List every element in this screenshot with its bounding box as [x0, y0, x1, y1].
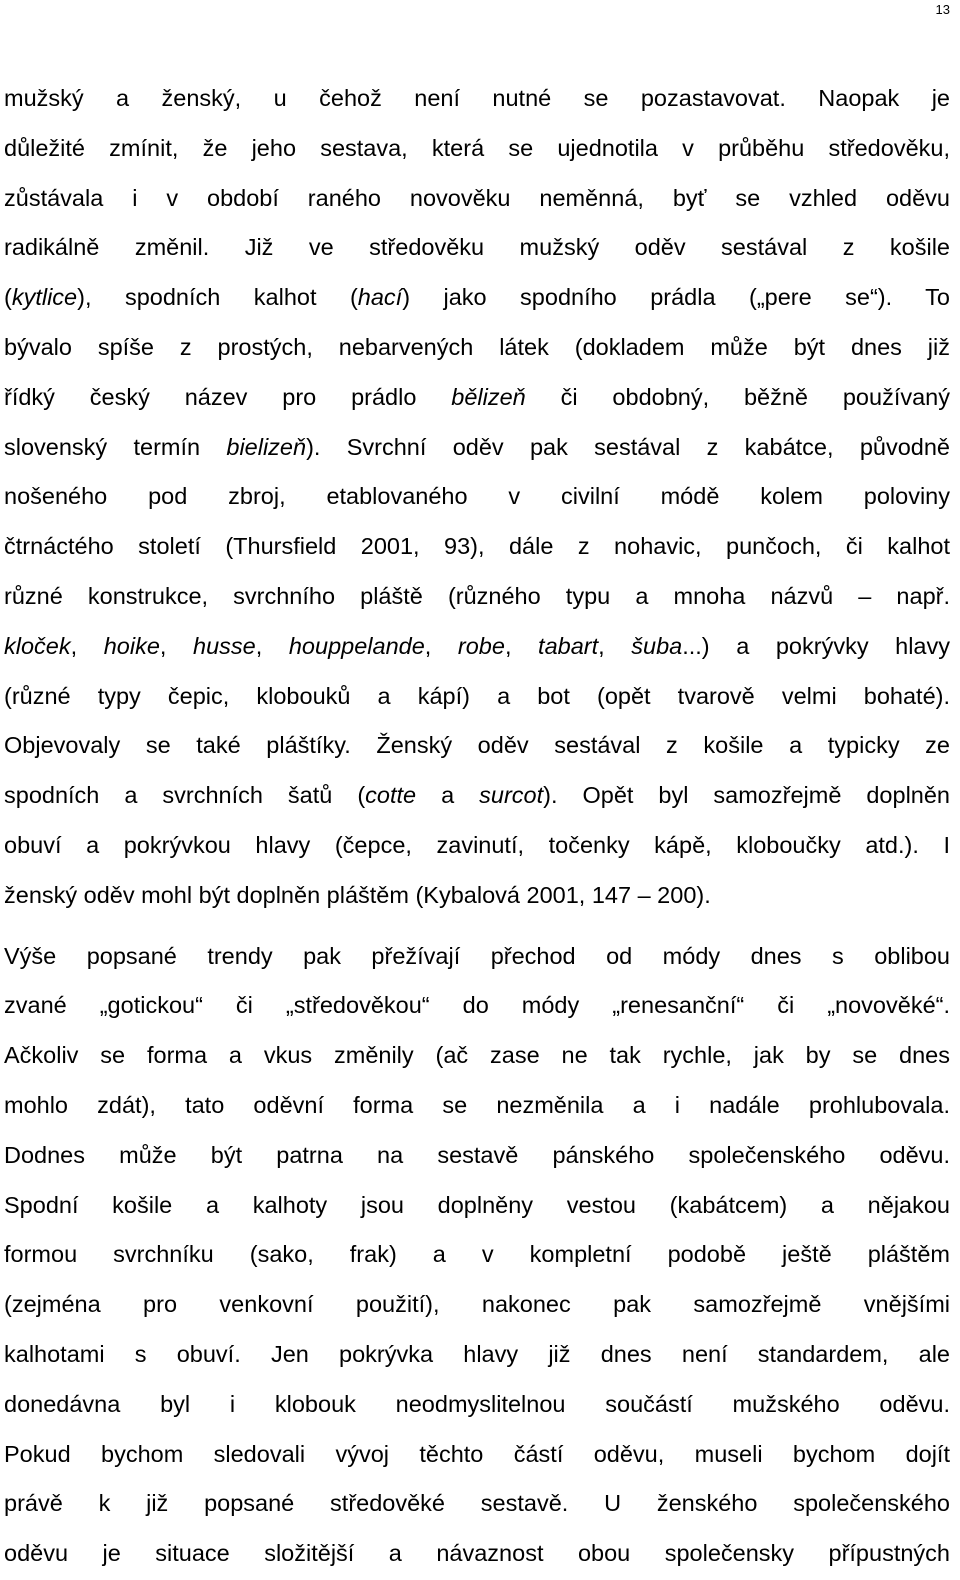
italic-term: husse: [193, 632, 256, 659]
text-segment: oděvu je situace složitější a návaznost obou společensky přípustných: [4, 1540, 950, 1567]
text-line: [4, 572, 950, 622]
text-segment: kalhotami s obuví. Jen pokrývka hlavy již dnes není standardem, ale: [4, 1340, 950, 1367]
italic-term: robe: [457, 632, 505, 659]
text-segment: různé konstrukce, svrchního pláště (různého typu a mnoha názvů – např.: [4, 582, 950, 609]
text-segment: radikálně změnil. Již ve středověku mužský oděv sestával z košile: [4, 234, 950, 261]
text-line: [4, 74, 950, 124]
italic-term: bělizeň: [451, 383, 526, 410]
text-line: [4, 273, 950, 323]
text-segment: Spodní košile a kalhoty jsou doplněny vestou (kabátcem) a nějakou: [4, 1191, 950, 1218]
italic-term: houppelande: [288, 632, 425, 659]
text-segment: řídký český název pro prádlo: [4, 383, 452, 410]
text-segment: ženský oděv mohl být doplněn pláštěm (Kybalová 2001, 147 – 200).: [4, 881, 711, 908]
text-segment: či obdobný, běžně používaný: [525, 383, 950, 410]
paragraph-1: [4, 74, 950, 921]
text-line: [4, 522, 950, 572]
text-line: [4, 1380, 950, 1430]
italic-term: surcot: [479, 782, 544, 809]
text-line: [4, 1031, 950, 1081]
text-segment: čtrnáctého století (Thursfield 2001, 93), dále z nohavic, punčoch, či kalhot: [4, 533, 950, 560]
italic-term: hací: [357, 284, 403, 311]
text-segment: (zejména pro venkovní použití), nakonec pak samozřejmě vnějšími: [4, 1291, 950, 1318]
text-segment: Výše popsané trendy pak přežívají přechod od módy dnes s oblibou: [4, 942, 950, 969]
text-line: [4, 1529, 950, 1579]
text-segment: (: [4, 284, 12, 311]
text-line: [4, 932, 950, 982]
text-segment: (různé typy čepic, klobouků a kápí) a bot (opět tvarově velmi bohaté).: [4, 682, 950, 709]
text-segment: mužský a ženský, u čehož není nutné se pozastavovat. Naopak je: [4, 85, 950, 111]
italic-term: kytlice: [11, 284, 78, 311]
italic-term: kloček: [4, 632, 71, 659]
text-line: [4, 1181, 950, 1231]
text-line: [4, 1280, 950, 1330]
italic-term: šuba: [631, 632, 683, 659]
text-segment: ...) a pokrývky hlavy: [682, 632, 950, 659]
text-segment: ,: [598, 632, 632, 659]
text-segment: mohlo zdát), tato oděvní forma se nezměnila a i nadále prohlubovala.: [4, 1091, 950, 1118]
text-segment: Pokud bychom sledovali vývoj těchto částí oděvu, museli bychom dojít: [4, 1440, 950, 1467]
text-line: [4, 423, 950, 473]
text-segment: ). Svrchní oděv pak sestával z kabátce, původně: [306, 433, 950, 460]
text-line: [4, 1430, 950, 1480]
text-line: [4, 771, 950, 821]
text-segment: ). Opět byl samozřejmě doplněn: [543, 782, 950, 809]
text-line: [4, 672, 950, 722]
text-segment: zvané „gotickou“ či „středověkou“ do módy „renesanční“ či „novověké“.: [4, 992, 950, 1019]
text-segment: ,: [70, 632, 104, 659]
text-line: [4, 1330, 950, 1380]
text-line: [4, 1081, 950, 1131]
text-segment: zůstávala i v období raného novověku neměnná, byť se vzhled oděvu: [4, 184, 950, 211]
text-line: [4, 871, 950, 921]
italic-term: bielizeň: [226, 433, 307, 460]
text-segment: důležité zmínit, že jeho sestava, která se ujednotila v průběhu středověku,: [4, 134, 950, 161]
document-body: [4, 74, 950, 1579]
text-line: [4, 323, 950, 373]
text-segment: slovenský termín: [4, 433, 227, 460]
paragraph-2: [4, 932, 950, 1579]
text-segment: formou svrchníku (sako, frak) a v kompletní podobě ještě pláštěm: [4, 1241, 950, 1268]
text-line: [4, 174, 950, 224]
text-line: [4, 981, 950, 1031]
text-segment: Objevovaly se také pláštíky. Ženský oděv sestával z košile a typicky ze: [4, 732, 950, 759]
italic-term: tabart: [538, 632, 599, 659]
text-line: [4, 622, 950, 672]
text-line: [4, 721, 950, 771]
text-segment: Ačkoliv se forma a vkus změnily (ač zase ne tak rychle, jak by se dnes: [4, 1042, 950, 1069]
text-segment: právě k již popsané středověké sestavě. U ženského společenského: [4, 1490, 950, 1517]
text-segment: nošeného pod zbroj, etablovaného v civilní módě kolem poloviny: [4, 483, 950, 510]
text-segment: ,: [424, 632, 458, 659]
text-segment: ), spodních kalhot (: [77, 284, 358, 311]
text-segment: ) jako spodního prádla („pere se“). To: [402, 284, 950, 311]
italic-term: hoike: [103, 632, 160, 659]
text-line: [4, 821, 950, 871]
text-segment: spodních a svrchních šatů (: [4, 782, 366, 809]
text-line: [4, 472, 950, 522]
text-line: [4, 373, 950, 423]
text-segment: ,: [255, 632, 289, 659]
text-segment: donedávna byl i klobouk neodmyslitelnou součástí mužského oděvu.: [4, 1390, 950, 1417]
text-segment: ,: [504, 632, 539, 659]
text-line: [4, 223, 950, 273]
text-segment: Dodnes může být patrna na sestavě pánského společenského oděvu.: [4, 1141, 950, 1168]
text-line: [4, 1479, 950, 1529]
text-line: [4, 1131, 950, 1181]
page-number: 13: [935, 2, 950, 17]
text-line: [4, 1230, 950, 1280]
text-segment: a: [416, 782, 480, 809]
text-line: [4, 124, 950, 174]
text-segment: obuví a pokrývkou hlavy (čepce, zavinutí, točenky kápě, kloboučky atd.). I: [4, 831, 950, 858]
text-segment: bývalo spíše z prostých, nebarvených látek (dokladem může být dnes již: [4, 333, 950, 360]
text-segment: ,: [159, 632, 194, 659]
italic-term: cotte: [365, 782, 417, 809]
